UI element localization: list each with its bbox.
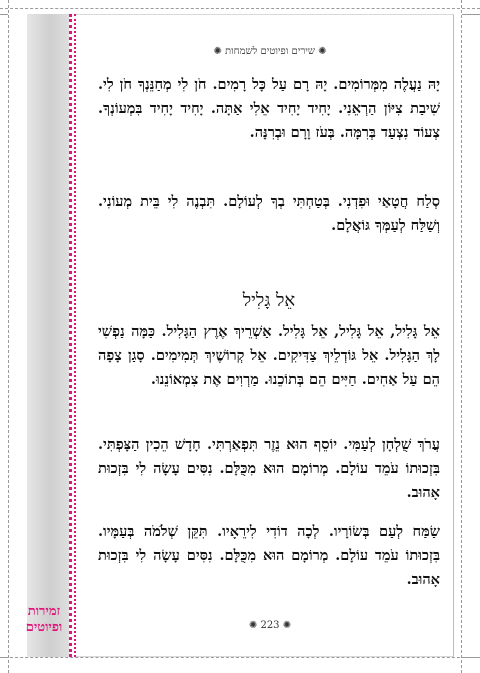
crop-line-top [0, 8, 480, 9]
dotted-rule [69, 14, 72, 657]
page-number: ✺ 223 ✺ [248, 620, 292, 631]
song-title: אֵל גָּלִיל [242, 290, 296, 311]
crop-mark [462, 657, 480, 658]
section-tab-label: זמירות ופיוטים [25, 604, 63, 635]
crop-mark [0, 14, 8, 15]
running-header: ✺ שירים ופיוטים לשמחות ✺ [213, 46, 327, 57]
song2-stanza-1: אֵל גָּלִיל, אֵל גָּלִיל, אֵל גָּלִיל. אַשְׁרֵיךְ אֶרֶץ הַגָּלִיל. כַּמָּה נַפְשִׁי לָךְ הַגָּלִיל. אֵל גּוֹדְלֵיךְ צַדִּיקִים. אֵל קְרוֹשֶׁיךְ תְּמִימִים. סָגַן צָפָה הֵם עַל אַחִים. חַיִּים הֵם בְּתוֹכֵנוּ. מַרְוִים אֶת צִמְאוֹנֵנוּ. [98, 323, 440, 388]
song2-stanza-3: שַׂמַּח לְעַם בְּשׂוֹרָיו. לְכָה דוֹדִי לִירֵאָיו. תִּקֵּן שְׁלֹמֹה בְּעַמָּיו. בִּזְכוּתוֹ עֹמֵד עוֹלָם. מְרוֹמָם הוּא מִכֻּלָּם. נִסִּים עָשָׂה לִי בִּזְכוּת אָהוּב. [98, 523, 440, 588]
crop-line-right [461, 0, 462, 673]
song2-stanza-2: עֲרֹךְ שֻׁלְחָן לְעַמִּי. יוֹסֵף הוּא נֵזֶר תִּפְאַרְתִּי. חָדָשׁ הֵכִין הַצָּפְתִּי. בִּזְכוּתוֹ עֹמֵד עוֹלָם. מְרוֹמָם הוּא מִכֻּלָּם. נִסִּים עָשָׂה לִי בִּזְכוּת אָהוּב. [98, 436, 440, 501]
crop-line-bottom [0, 657, 480, 658]
crop-mark [0, 657, 8, 658]
crop-line-left [8, 0, 9, 673]
song1-stanza-1: יָהּ נַעֲלֶה מִמְּרוֹמִים. יָהּ רָם עַל כָּל רָמִים. חֹן לִי מְחַנֵּנְךָ חֹן לִי. שִׁיבַת צִיּוֹן הַרְאֵנִי. יָחִיד יָחִיד אֵלִי אַתָּה. יָחִיד יָחִיד בִּמְעוֹנְךָ. צְעוֹד נִצְעַד בְּרִמָּה. בְּעֹז וָרָם וּבְרִנָּה. [98, 76, 440, 141]
song1-stanza-2: סְלַח חֲטָאַי וּפִדְנִי. בְּטַחְתִּי בְךָ לְעוֹלָם. תִּבְנֶה לִי בֵּית מְעוֹנִי. וְשַׁלַּח לְעַמְּךָ גּוֹאֲלָם. [98, 193, 440, 234]
crop-mark [462, 14, 480, 15]
side-tab [27, 14, 69, 657]
